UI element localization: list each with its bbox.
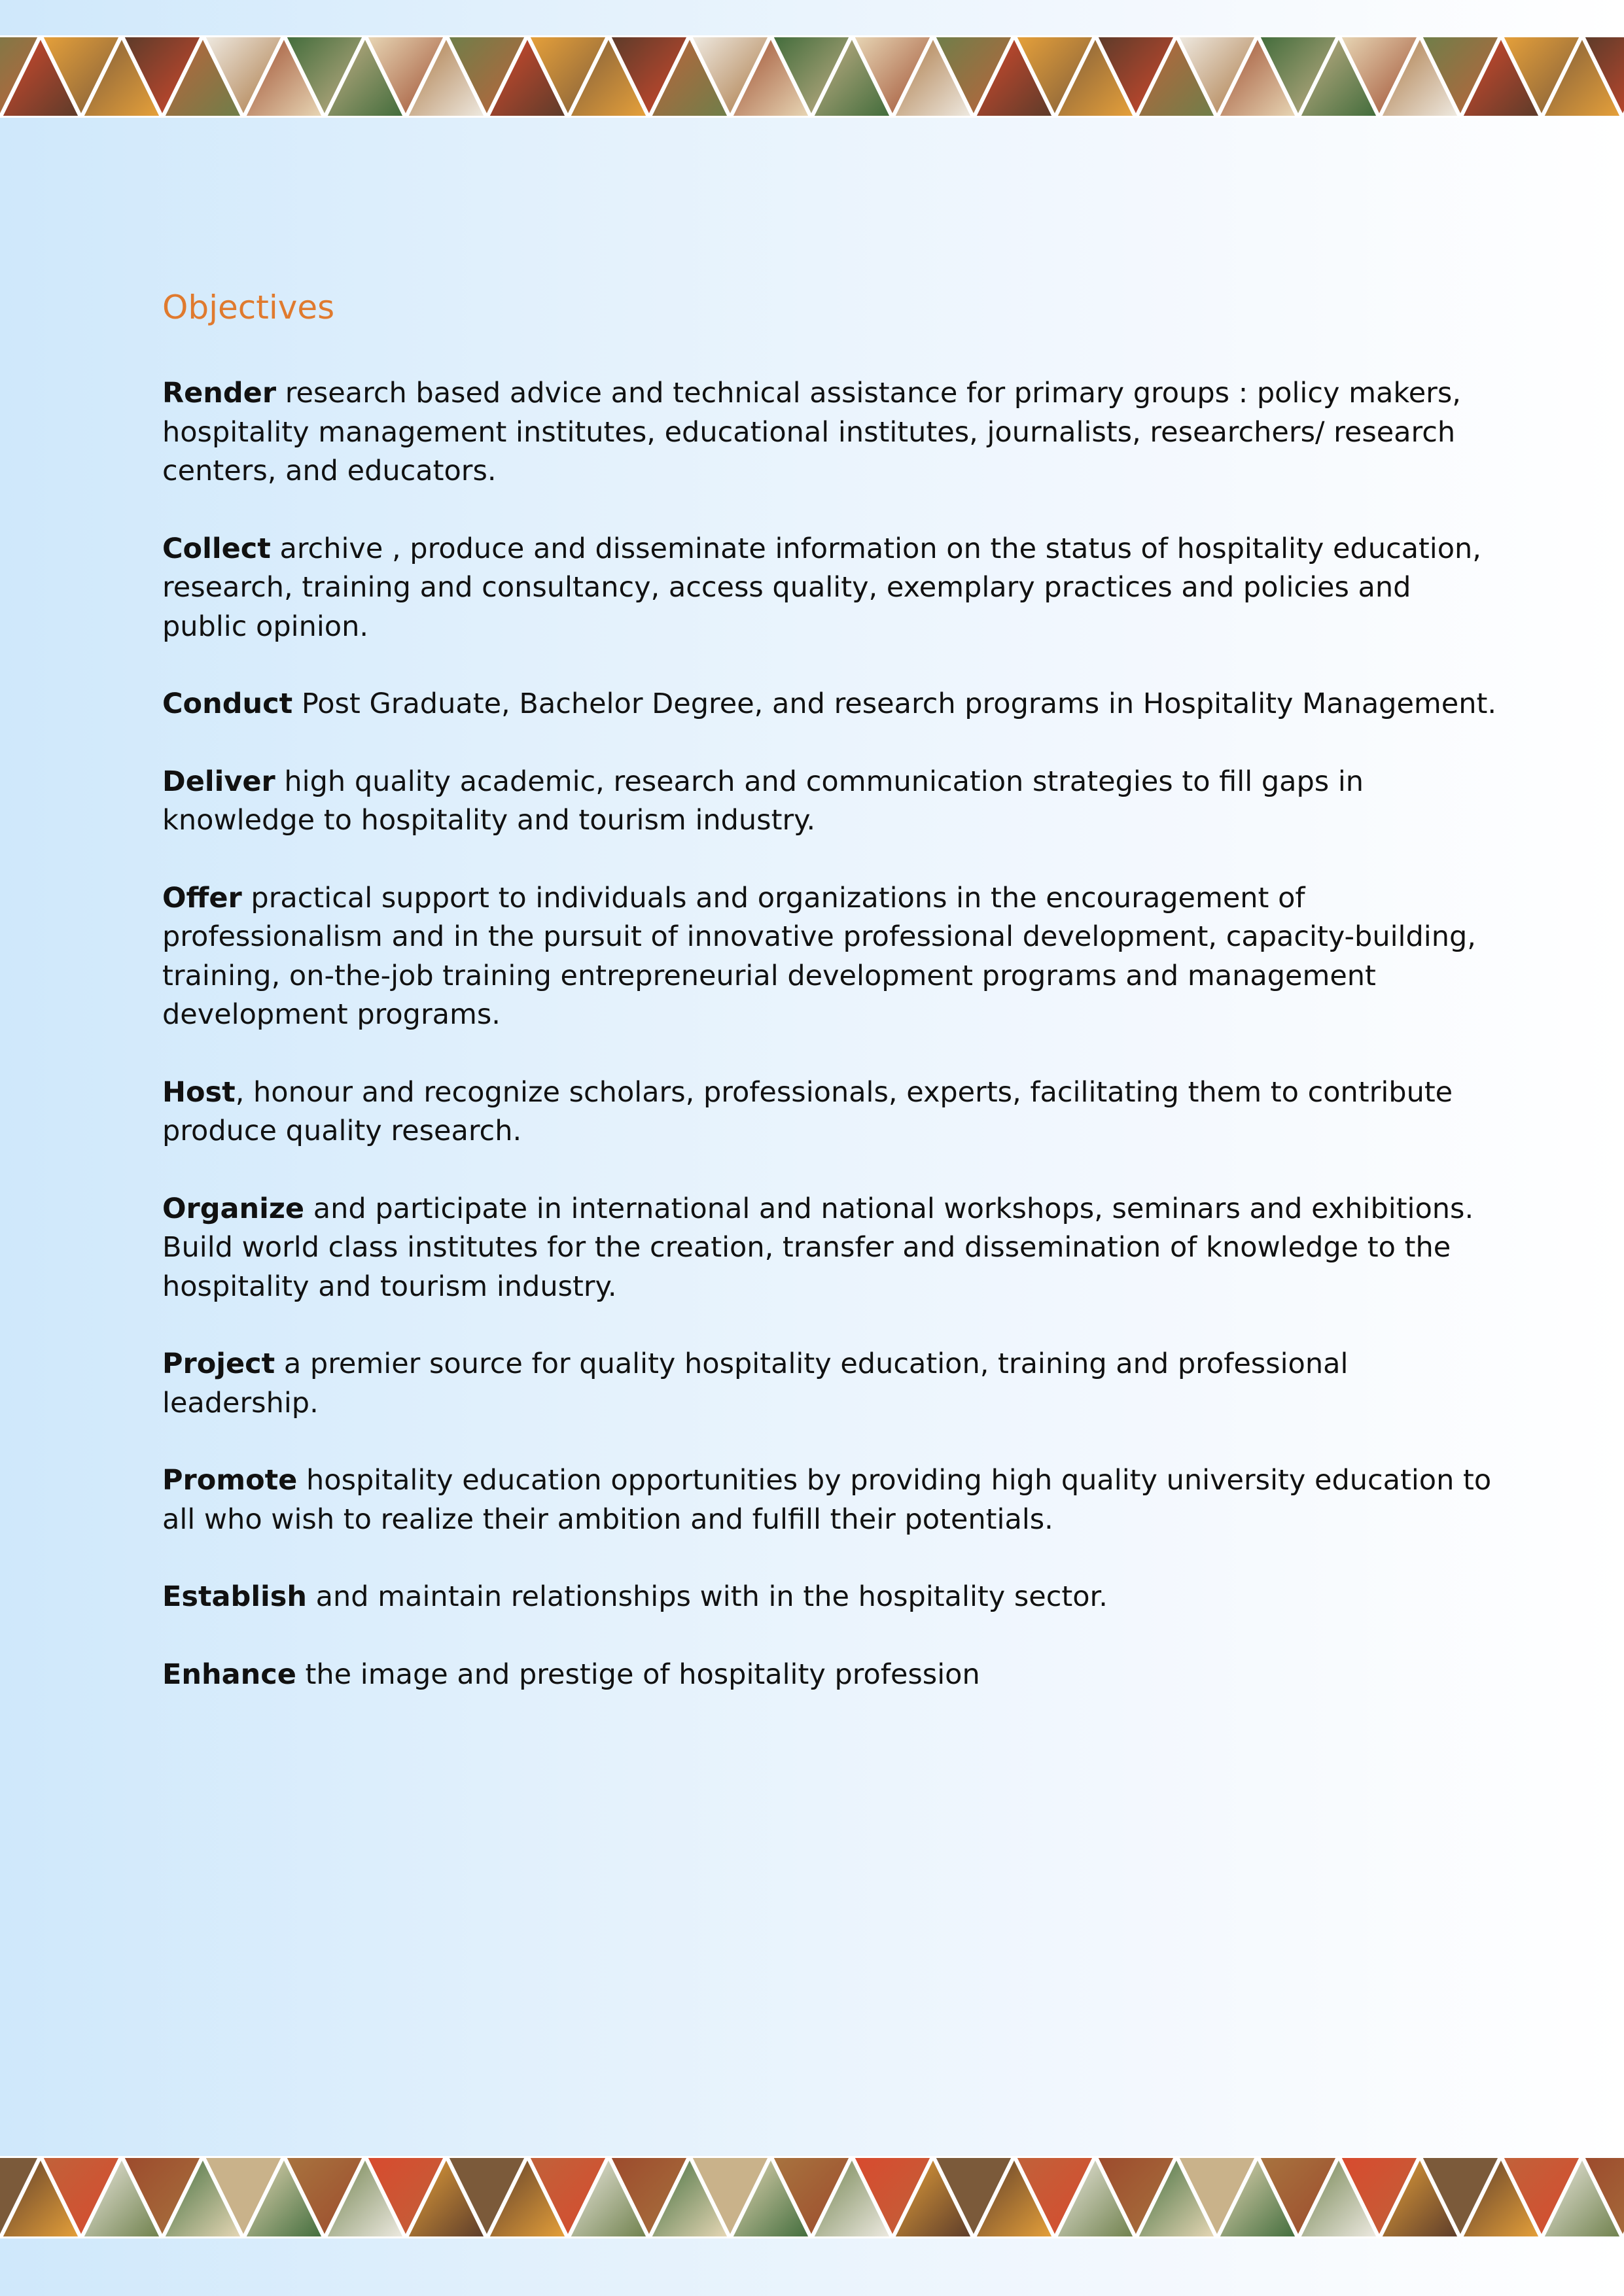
objective-keyword: Conduct <box>162 687 293 720</box>
objective-keyword: Deliver <box>162 765 275 798</box>
objective-keyword: Collect <box>162 532 271 565</box>
decorative-photo-strip-bottom <box>0 2156 1624 2238</box>
objective-text: archive , produce and disseminate information on the status of hospitality education, research, training and consultancy, access quality, exemplary practices and policies and public opinion. <box>162 532 1481 643</box>
objective-keyword: Promote <box>162 1464 298 1497</box>
objective-keyword: Host <box>162 1075 236 1109</box>
objective-text: Post Graduate, Bachelor Degree, and research programs in Hospitality Management. <box>292 687 1497 720</box>
objective-item <box>162 530 1497 647</box>
objective-item <box>162 763 1497 841</box>
objective-text: a premier source for quality hospitality education, training and professional leadership. <box>162 1348 1349 1419</box>
objective-keyword: Render <box>162 377 277 409</box>
objective-text: research based advice and technical assistance for primary groups : policy makers, hospitality management institutes, educational institutes, journalists, researchers/ research centers, and educators. <box>162 377 1461 487</box>
objective-keyword: Organize <box>162 1192 305 1225</box>
objective-text: , honour and recognize scholars, professionals, experts, facilitating them to contribute produce quality research. <box>162 1075 1453 1147</box>
decorative-photo-strip-top <box>0 35 1624 118</box>
objective-item <box>162 374 1497 491</box>
objective-item <box>162 685 1497 724</box>
objective-item <box>162 1461 1497 1539</box>
objective-text: high quality academic, research and communication strategies to fill gaps in knowledge to hospitality and tourism industry. <box>162 765 1364 837</box>
objective-item <box>162 1656 1497 1695</box>
objective-keyword: Enhance <box>162 1658 296 1691</box>
objective-keyword: Offer <box>162 881 242 914</box>
objective-text: and participate in international and national workshops, seminars and exhibitions. Build world class institutes for the creation, transfer and dissemination of knowledge to the hospitality and tourism industry. <box>162 1192 1474 1303</box>
objective-keyword: Project <box>162 1348 275 1380</box>
objective-text: hospitality education opportunities by providing high quality university education to all who wish to realize their ambition and fulfill their potentials. <box>162 1464 1492 1536</box>
objective-item <box>162 1345 1497 1423</box>
objectives-section <box>162 288 1497 1733</box>
section-heading: Objectives <box>162 288 335 326</box>
objective-text: practical support to individuals and organizations in the encouragement of professionalism and in the pursuit of innovative professional development, capacity-building, training, on-the-job training entrepreneurial development programs and management development programs. <box>162 881 1476 1031</box>
objective-keyword: Establish <box>162 1580 308 1613</box>
objective-item <box>162 1190 1497 1307</box>
objective-item <box>162 879 1497 1035</box>
objectives-list <box>162 374 1497 1694</box>
objective-item <box>162 1073 1497 1151</box>
objective-text: the image and prestige of hospitality profession <box>296 1658 980 1691</box>
objective-text: and maintain relationships with in the hospitality sector. <box>307 1580 1108 1613</box>
objective-item <box>162 1578 1497 1617</box>
